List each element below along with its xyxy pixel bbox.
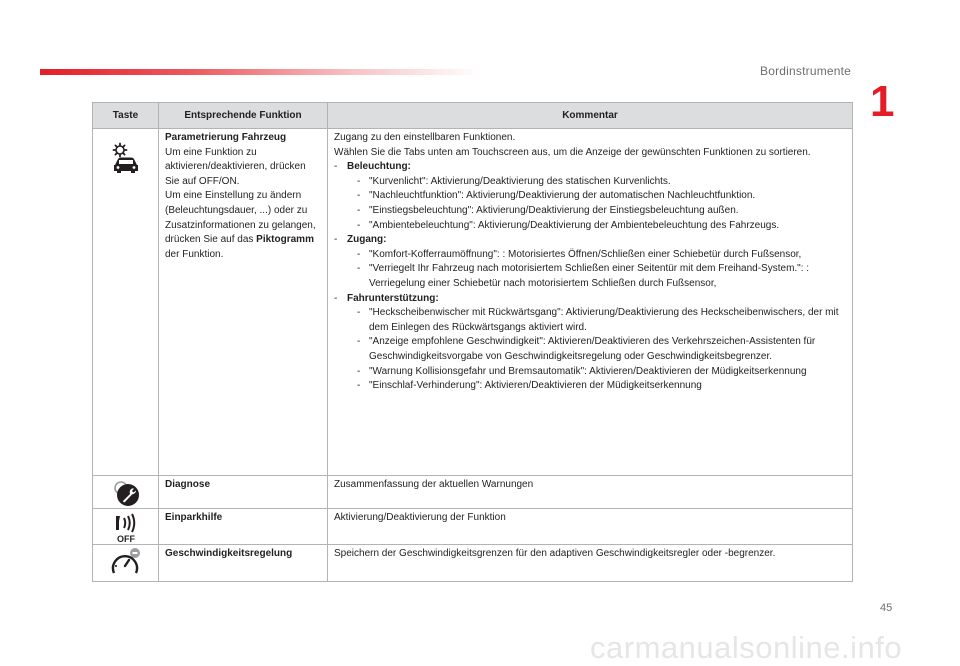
table-row xyxy=(93,509,853,545)
header-taste: Taste xyxy=(93,103,159,129)
wrench-diagnosis-icon[interactable] xyxy=(111,478,141,508)
list-item: - "Ambientebeleuchtung": Aktivierung/Deaktivierung der Ambientebeleuchtung des Fahrzeugs. xyxy=(357,219,846,234)
row-comment-cell xyxy=(328,129,853,476)
car-settings-icon[interactable] xyxy=(109,141,143,175)
function-einparkhilfe: Einparkhilfe xyxy=(159,509,328,545)
table-header-row xyxy=(93,103,853,129)
row-icon-cell xyxy=(93,476,159,509)
function-diagnose: Diagnose xyxy=(159,476,328,509)
list-item: - "Verriegelt Ihr Fahrzeug nach motorisiertem Schließen einer Seitentür mit dem Freihand-System.": : Verriegelung einer Schiebetür nach motorisiertem Schließen durch Fußsensor, xyxy=(357,262,846,291)
svg-text:OFF: OFF xyxy=(116,534,135,544)
list-item: - "Einstiegsbeleuchtung": Aktivierung/Deaktivierung der Einstiegsbeleuchtung außen. xyxy=(357,204,846,219)
function-geschwindigkeit: Geschwindigkeitsregelung xyxy=(159,545,328,582)
function-title: Parametrierung Fahrzeug xyxy=(165,132,287,143)
function-text-2: Um eine Einstellung zu ändern (Beleuchtungsdauer, ...) oder zu Zusatzinformationen zu gelangen, drücken Sie auf das Piktogramm der Funktion. xyxy=(165,190,316,260)
comment-diagnose: Zusammenfassung der aktuellen Warnungen xyxy=(328,476,853,509)
section-number: 1 xyxy=(870,77,895,126)
table-row xyxy=(93,545,853,582)
group-access: - Zugang: - "Komfort-Kofferraumöffnung": : Motorisiertes Öffnen/Schließen einer Schiebetür durch Fußsensor, - "Verriegelt Ihr Fahrzeug nach motorisiertem Schließen einer Seitentür mit dem Freihand-System.": : Verriegelung einer Schiebetür nach motorisiertem Schließen durch Fußsensor, xyxy=(334,233,846,291)
table-row xyxy=(93,129,853,476)
page-number: 45 xyxy=(880,602,893,614)
top-accent-bar xyxy=(40,69,480,75)
header-comment: Kommentar xyxy=(328,103,853,129)
feature-groups xyxy=(334,160,846,394)
list-item: - "Anzeige empfohlene Geschwindigkeit": Aktivieren/Deaktivieren des Verkehrszeichen-Assistenten für Geschwindigkeitsvorgabe von Geschwindigkeitsregelung oder Geschwindigkeitsbegrenzer. xyxy=(357,335,846,364)
row-function-cell xyxy=(159,129,328,476)
comment-einparkhilfe: Aktivierung/Deaktivierung der Funktion xyxy=(328,509,853,545)
comment-geschwindigkeit: Speichern der Geschwindigkeitsgrenzen für den adaptiven Geschwindigkeitsregler oder -begrenzer. xyxy=(328,545,853,582)
watermark: carmanualsonline.info xyxy=(590,630,903,665)
row-icon-cell xyxy=(93,129,159,476)
group-lighting: - Beleuchtung: - "Kurvenlicht": Aktivierung/Deaktivierung des statischen Kurvenlichts. - "Nachleuchtfunktion": Aktivierung/Deaktivierung der automatischen Nachleuchtfunktion. - "Einstiegsbeleuchtung": Aktivierung/Deaktivierung der Einstiegsbeleuchtung außen. - "Ambientebeleuchtung": Aktivierung/Deaktivierung der Ambientebeleuchtung des Fahrzeugs. xyxy=(334,160,846,233)
comment-intro-2: Wählen Sie die Tabs unten am Touchscreen aus, um die Anzeige der gewünschten Funktionen zu sortieren. xyxy=(334,146,811,158)
list-item: - "Einschlaf-Verhinderung": Aktivieren/Deaktivieren der Müdigkeitserkennung xyxy=(357,379,846,394)
comment-intro-1: Zugang zu den einstellbaren Funktionen. xyxy=(334,132,516,143)
row-icon-cell xyxy=(93,509,159,545)
list-item: - "Nachleuchtfunktion": Aktivierung/Deaktivierung der automatischen Nachleuchtfunktion. xyxy=(357,189,846,204)
row-icon-cell xyxy=(93,545,159,582)
list-item: - "Warnung Kollisionsgefahr und Bremsautomatik": Aktivieren/Deaktivieren der Müdigkeitserkennung xyxy=(357,365,846,380)
parking-sensor-off-icon[interactable] xyxy=(109,510,143,544)
header-function: Entsprechende Funktion xyxy=(159,103,328,129)
list-item: - "Heckscheibenwischer mit Rückwärtsgang": Aktivierung/Deaktivierung des Heckscheibenwischers, der mit dem Einlegen des Rückwärtsgangs aktiviert wird. xyxy=(357,306,846,335)
group-driving-assist: - Fahrunterstützung: - "Heckscheibenwischer mit Rückwärtsgang": Aktivierung/Deaktivierung des Heckscheibenwischers, der mit dem Einlegen des Rückwärtsgangs aktiviert wird. - "Anzeige empfohlene Geschwindigkeit": Aktivieren/Deaktivieren des Verkehrszeichen-Assistenten für Geschwindigkeitsvorgabe von Geschwindigkeitsregelung oder Geschwindigkeitsbegrenzer. - "Warnung Kollisionsgefahr und Bremsautomatik": Aktivieren/Deaktivieren der Müdigkeitserkennung - "Einschlaf-Verhinderung": Aktivieren/Deaktivieren der Müdigkeitserkennung xyxy=(334,292,846,394)
function-table xyxy=(92,102,853,582)
function-text-1: Um eine Funktion zu aktivieren/deaktivieren, drücken Sie auf OFF/ON. xyxy=(165,146,306,187)
section-title: Bordinstrumente xyxy=(760,64,852,78)
list-item: - "Kurvenlicht": Aktivierung/Deaktivierung des statischen Kurvenlichts. xyxy=(357,175,846,190)
list-item: - "Komfort-Kofferraumöffnung": : Motorisiertes Öffnen/Schließen einer Schiebetür durch Fußsensor, xyxy=(357,248,846,263)
table-row xyxy=(93,476,853,509)
speedometer-limit-icon[interactable] xyxy=(109,546,143,580)
